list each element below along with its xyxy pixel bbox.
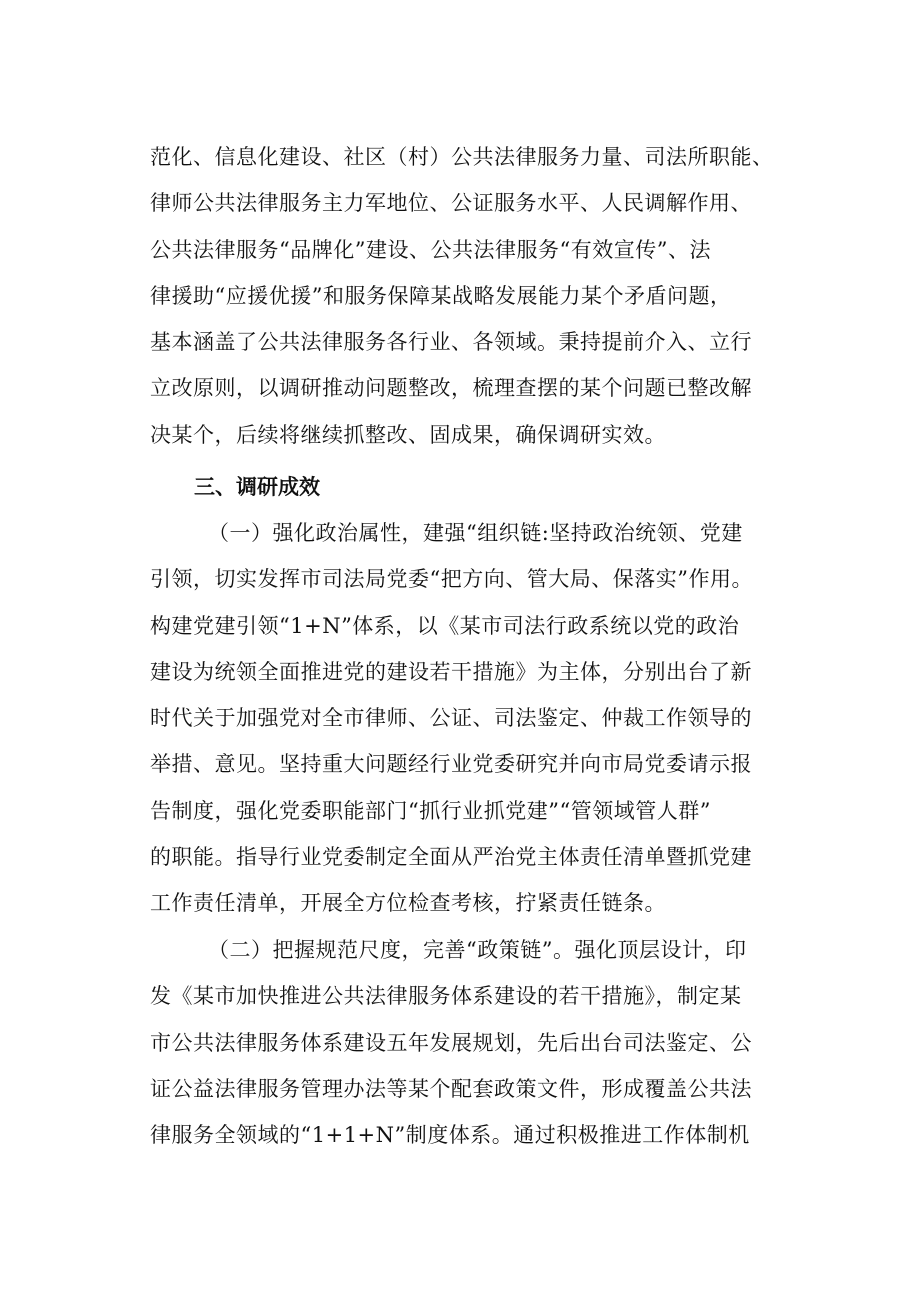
paragraph-line: 基本涵盖了公共法律服务各行业、各领域。秉持提前介入、立行 xyxy=(150,330,752,355)
paragraph-3 xyxy=(150,927,800,1158)
paragraph-line: 构建党建引领“1+N”体系，以《某市司法行政系统以党的政治 xyxy=(150,613,740,638)
paragraph-line: 发《某市加快推进公共法律服务体系建设的若干措施》，制定某 xyxy=(150,984,742,1009)
paragraph-line: 举措、意见。坚持重大问题经行业党委研究并向市局党委请示报 xyxy=(150,752,752,777)
paragraph-line: 公共法律服务“品牌化”建设、公共法律服务“有效宣传”、法 xyxy=(150,237,711,262)
paragraph-line: 的职能。指导行业党委制定全面从严治党主体责任清单暨抓党建 xyxy=(150,845,752,870)
paragraph-line: 建设为统领全面推进党的建设若干措施》为主体，分别出台了新 xyxy=(150,659,752,684)
paragraph-line: 证公益法律服务管理办法等某个配套政策文件，形成覆盖公共法 xyxy=(150,1076,752,1101)
paragraph-line: 市公共法律服务体系建设五年发展规划，先后出台司法鉴定、公 xyxy=(150,1030,752,1055)
paragraph-line: 立改原则，以调研推动问题整改，梳理查摆的某个问题已整改解 xyxy=(150,376,752,401)
paragraph-line: 范化、信息化建设、社区（村）公共法律服务力量、司法所职能、 xyxy=(150,145,774,169)
section-heading: 三、调研成效 xyxy=(194,475,320,499)
paragraph-line: 工作责任清单，开展全方位检查考核，拧紧责任链条。 xyxy=(150,891,666,916)
section-heading-block xyxy=(150,464,800,510)
paragraph-line: 告制度，强化党委职能部门“抓行业抓党建”“管领域管人群” xyxy=(150,798,711,823)
paragraph-1 xyxy=(150,134,800,458)
paragraph-line: （二）把握规范尺度，完善“政策链”。强化顶层设计，印 xyxy=(208,938,747,962)
paragraph-line: 律服务全领域的“1+1+N”制度体系。通过积极推进工作体制机 xyxy=(150,1123,750,1148)
paragraph-line: 引领，切实发挥市司法局党委“把方向、管大局、保落实”作用。 xyxy=(150,567,753,592)
paragraph-line: （一）强化政治属性，建强“组织链:坚持政治统领、党建 xyxy=(208,521,743,545)
paragraph-line: 律师公共法律服务主力军地位、公证服务水平、人民调解作用、 xyxy=(150,191,752,216)
paragraph-2 xyxy=(150,510,800,927)
paragraph-line: 决某个，后续将继续抓整改、固成果，确保调研实效。 xyxy=(150,422,666,447)
paragraph-line: 时代关于加强党对全市律师、公证、司法鉴定、仲裁工作领导的 xyxy=(150,706,752,731)
paragraph-line: 律援助“应援优援”和服务保障某战略发展能力某个矛盾问题， xyxy=(150,283,732,308)
